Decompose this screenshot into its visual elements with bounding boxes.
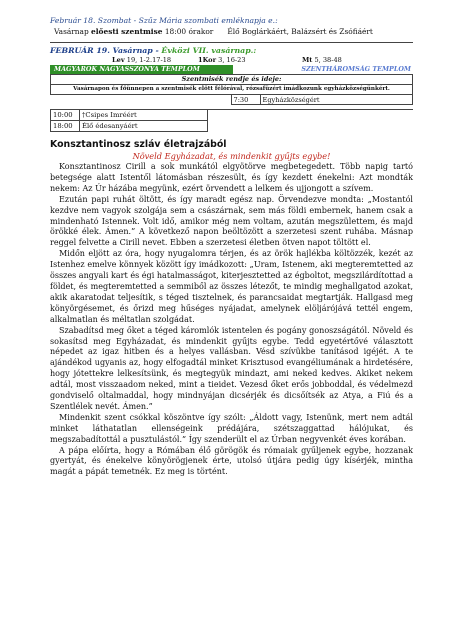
saturday-mass-intent: Élő Boglárkáért, Balázsért és Zsófiáért bbox=[227, 27, 373, 36]
reading-mt-ref: 5, 38-48 bbox=[314, 56, 342, 64]
mass-time: 18:00 bbox=[51, 121, 80, 131]
mass-row bbox=[51, 110, 207, 121]
mass-intent: Élő édesanyáért bbox=[82, 122, 138, 130]
article bbox=[50, 139, 413, 478]
church-header bbox=[50, 65, 413, 74]
church-right-cell bbox=[233, 65, 414, 74]
mass-intent: †Csipes Imréért bbox=[82, 111, 137, 119]
saturday-mass-type: előesti szentmise bbox=[91, 27, 163, 36]
saturday-mass-prefix: Vasárnap bbox=[54, 27, 92, 36]
rosary-note: Vasárnapon és főünnepen a szentmisék előtt félórával, rózsafüzért imádkozunk egyházközségünkért. bbox=[50, 84, 413, 95]
reading-lev-label: Lev bbox=[112, 56, 125, 64]
reading-lev-ref: 19, 1-2.17-18 bbox=[126, 56, 172, 64]
right-mass-intent: Egyházközségért bbox=[262, 96, 320, 104]
left-church-masses bbox=[50, 109, 413, 132]
article-paragraph: Szabadítsd meg őket a téged káromlók istentelen és pogány gonoszságától. Növeld és sokasítsd meg Egyházadat, és mindenkit gyűjts egybe. Tedd egyetértővé választott népedet az igaz hitben és a helyes vallásban. Vésd szívükbe tanításod igéjét. A te ajándékod ugyanis az, hogy elfogadtál minket Krisztusod evangéliumának a hirdetésére, hogy jótettekre lelkesítsünk, és megtegyük mindazt, ami neked kedves. Akiket nekem adtál, most visszaadom neked, mint a tieidet. Vezesd őket erős jobboddal, és védelmezd gondviselő oltalmaddal, hogy mindnyájan dicsérjék és dicsőítsék az Atya, a Fiú és a Szentlélek nevét. Ámen.” bbox=[50, 325, 413, 411]
sunday-heading bbox=[50, 46, 413, 56]
article-paragraph: A pápa előírta, hogy a Rómában élő görögök és rómaiak gyűljenek egybe, hozzanak gyertyát, és énekelve könyörögjenek érte, utolsó útjára pedig úgy kísérjék, mintha magát a pápát temetnék. Ez meg is történt. bbox=[50, 445, 413, 477]
divider bbox=[50, 42, 413, 43]
article-subtitle: Növeld Egyházadat, és mindenkit gyűjts egybe! bbox=[132, 151, 331, 161]
article-paragraph: Midőn eljött az óra, hogy nyugalomra térjen, és az örök hajlékba költözzék, kezét az Istenhez emelve könnyek között így imádkozott: „Uram, Istenem, aki megteremtetted az összes angyali kart és égi hatalmasságot, kiterjesztetted az égboltot, megszilárdítottad a földet, és megteremtetted a semmiből az összes létezőt, te mindig meghallgatod azokat, akik akaratodat teljesítik, s téged tisztelnek, és parancsaidat megtartják. Hallgasd meg könyörgésemet, és őrizd meg hűséges nyájadat, amelynek elöljárójává tettél engem, alkalmatlan és méltatlan szolgádat. bbox=[50, 249, 413, 324]
reading-mt-label: Mt bbox=[302, 56, 313, 64]
reading-kor-ref: 3, 16-23 bbox=[218, 56, 246, 64]
right-mass-time: 7:30 bbox=[232, 95, 261, 104]
article-paragraph: Mindenkit szent csókkal köszöntve így szólt: „Áldott vagy, Istenünk, mert nem adtál minket láthatatlan ellenségeink prédájára, szétszaggattad hálójukat, és megszabadítottál a pusztulástól.” Így szenderült el az Úrban negyvenkét éves korában. bbox=[50, 412, 413, 444]
reading-mt bbox=[302, 56, 342, 65]
saturday-mass-time: 18:00 órakor bbox=[162, 27, 214, 36]
church-right-name: SZENTHÁROMSÁG TEMPLOM bbox=[301, 65, 411, 73]
saturday-mass-line bbox=[50, 27, 413, 37]
article-paragraph: Ezután papi ruhát öltött, és így maradt egész nap. Örvendezve mondta: „Mostantól kezdve nem vagyok szolgája sem a császárnak, sem más földi embernek, hanem csak a mindenható Istennek. Volt idő, amikor még nem voltam, azután megszülettem, és majd örökké élek. Ámen.” A következő napon beöltözött a szerzetesi szent ruhába. Másnap reggel felvette a Cirill nevet. Ebben a szerzetesi életben ötven napot töltött el. bbox=[50, 194, 413, 248]
readings-line bbox=[50, 56, 413, 65]
right-church-mass bbox=[50, 95, 413, 105]
mass-schedule-title: Szentmisék rendje és ideje: bbox=[50, 74, 413, 84]
church-left-name: MAGYAROK NAGYASSZONYA TEMPLOM bbox=[50, 65, 233, 74]
bulletin-page bbox=[50, 16, 413, 478]
mass-row bbox=[51, 121, 207, 132]
sunday-heading-date: FEBRUÁR 19. Vasárnap - bbox=[50, 46, 162, 55]
article-title: Konsztantinosz szláv életrajzából bbox=[50, 139, 227, 150]
mass-time: 10:00 bbox=[51, 110, 80, 120]
reading-kor-label: 1Kor bbox=[198, 56, 217, 64]
reading-lev bbox=[112, 56, 171, 65]
article-paragraph: Konsztantinosz Cirill a sok munkától elgyötörve megbetegedett. Több napig tartó betegsége alatt Istentől látomásban részesült, és így kezdett énekelni: Azt mondták nekem: Az Úr házába megyünk, ezért örvendett a lelkem és ujjongott a szívem. bbox=[50, 162, 413, 193]
sunday-heading-feast: Évközi VII. vasárnap.: bbox=[161, 46, 257, 55]
saturday-heading: Február 18. Szombat - Szűz Mária szombati emléknapja e.: bbox=[50, 16, 278, 25]
reading-kor bbox=[198, 56, 246, 65]
